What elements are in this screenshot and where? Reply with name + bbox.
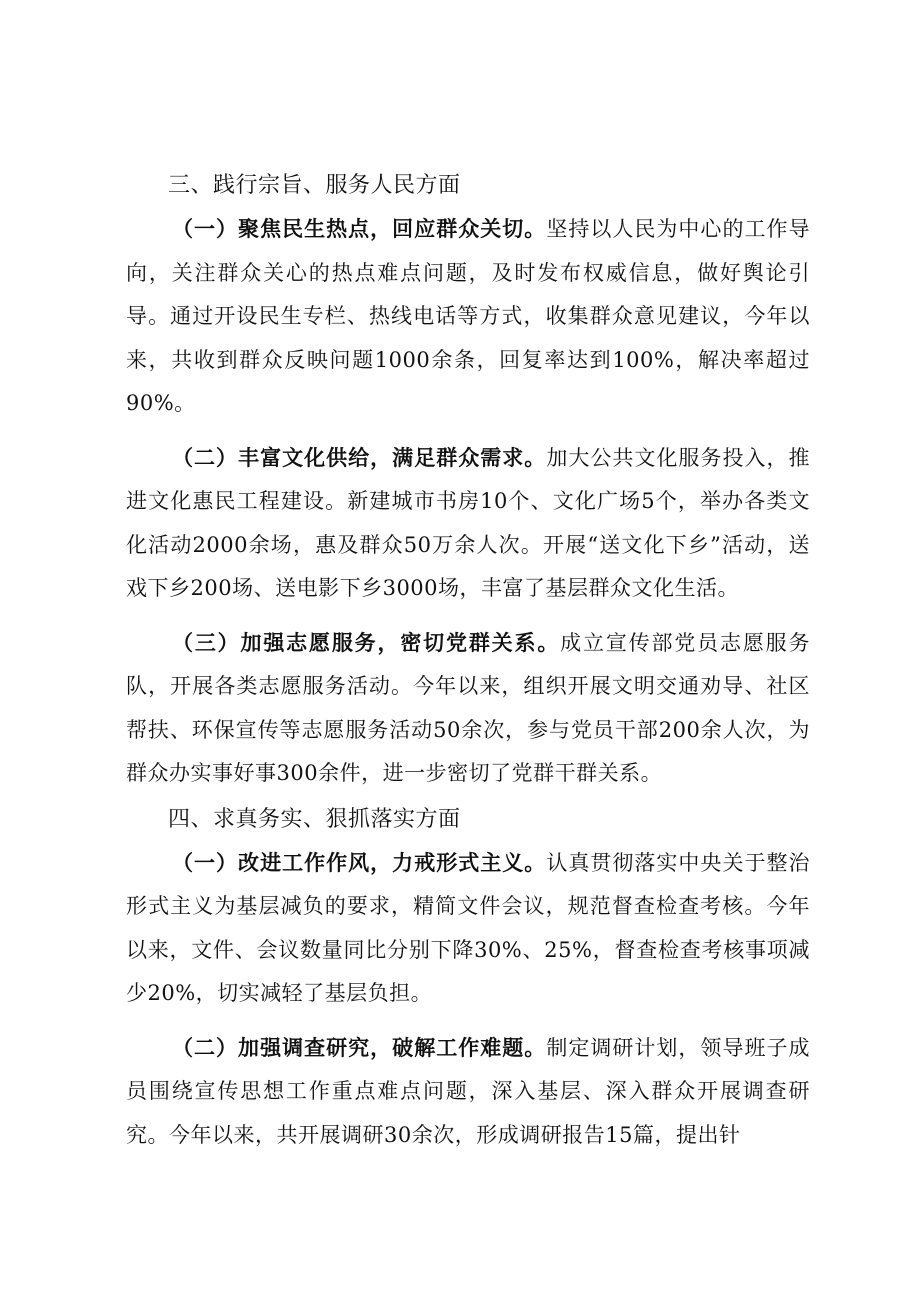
paragraph-text: 成立宣传部党员志愿服务队，开展各类志愿服务活动。今年以来，组织开展文明交通劝导、社区帮扶、环保宣传等志愿服务活动50余次，参与党员干部200余人次，为群众办实事好事300余件，进一步密切了党群干群关系。 [126,630,811,785]
document-body [126,164,810,1168]
paragraph-text: 加大公共文化服务投入，推进文化惠民工程建设。新建城市书房10个、文化广场5个，举办各类文化活动2000余场，惠及群众50万余人次。开展“送文化下乡”活动，送戏下乡200场、送电影下乡3000场，丰富了基层群众文化生活。 [126,445,811,600]
paragraph-lead: （三）加强志愿服务，密切党群关系。 [172,630,561,655]
section-heading-4: 四、求真务实、狠抓落实方面 [168,806,461,832]
paragraph-3-3 [126,622,810,796]
paragraph-lead: （二）丰富文化供给，满足群众需求。 [172,445,547,470]
paragraph-lead: （一）改进工作作风，力戒形式主义。 [172,850,547,875]
paragraph-lead: （一）聚焦民生热点，回应群众关切。 [172,217,547,241]
paragraph-text: 制定调研计划，领导班子成员围绕宣传思想工作重点难点问题，深入基层、深入群众开展调查研究。今年以来，共开展调研30余次，形成调研报告15篇，提出针 [126,1035,811,1147]
paragraph-3-1 [126,208,810,426]
paragraph-4-1 [126,842,810,1016]
paragraph-3-2 [126,437,810,611]
paragraph-text: 认真贯彻落实中央关于整治形式主义为基层减负的要求，精简文件会议，规范督查检查考核。今年以来，文件、会议数量同比分别下降30%、25%，督查检查考核事项减少20%，切实减轻了基层负担。 [126,850,811,1005]
paragraph-4-2 [126,1027,810,1158]
paragraph-lead: （二）加强调查研究，破解工作难题。 [172,1035,547,1060]
paragraph-text: 坚持以人民为中心的工作导向，关注群众关心的热点难点问题，及时发布权威信息，做好舆论引导。通过开设民生专栏、热线电话等方式，收集群众意见建议，今年以来，共收到群众反映问题1000余条，回复率达到100%，解决率超过90%。 [126,217,811,415]
section-heading-3: 三、践行宗旨、服务人民方面 [168,173,461,198]
